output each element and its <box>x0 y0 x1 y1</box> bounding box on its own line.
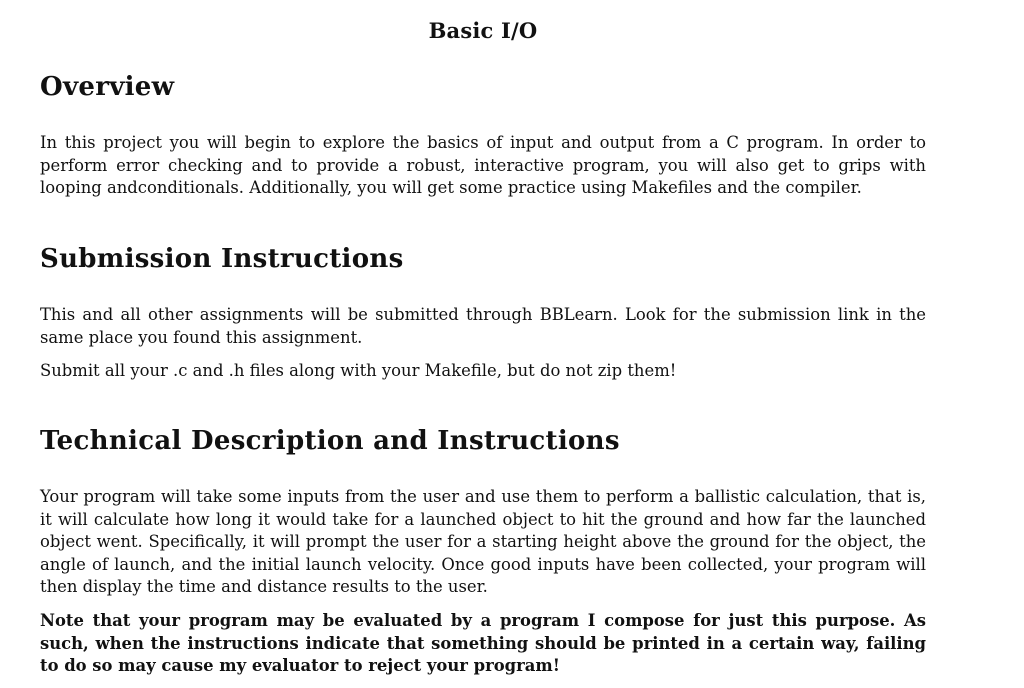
document-title: Basic I/O <box>428 18 538 43</box>
submission-paragraph: This and all other assignments will be submitted through BBLearn. Look for the submission link in the same place you found this assignment. <box>40 305 926 347</box>
section-heading-technical: Technical Description and Instructions <box>40 426 620 456</box>
submission-files-paragraph: Submit all your .c and .h files along with your Makefile, but do not zip them! <box>40 361 677 380</box>
evaluation-note: Note that your program may be evaluated by a program I compose for just this purpose. As such, when the instructions indicate that something should be printed in a certain way, failing to do so may cause my evaluator to reject your program! <box>40 611 926 676</box>
section-heading-overview: Overview <box>40 72 175 102</box>
overview-paragraph: In this project you will begin to explore the basics of input and output from a C program. In order to perform error checking and to provide a robust, interactive program, you will also get to grips with looping andconditionals. Additionally, you will get some practice using Makefiles and the compiler. <box>40 133 926 198</box>
section-heading-submission: Submission Instructions <box>40 244 404 274</box>
technical-paragraph: Your program will take some inputs from the user and use them to perform a ballistic calculation, that is, it will calculate how long it would take for a launched object to hit the ground and how far the launched object went. Specifically, it will prompt the user for a starting height above the ground for the object, the angle of launch, and the initial launch velocity. Once good inputs have been collected, your program will then display the time and distance results to the user. <box>40 487 926 597</box>
